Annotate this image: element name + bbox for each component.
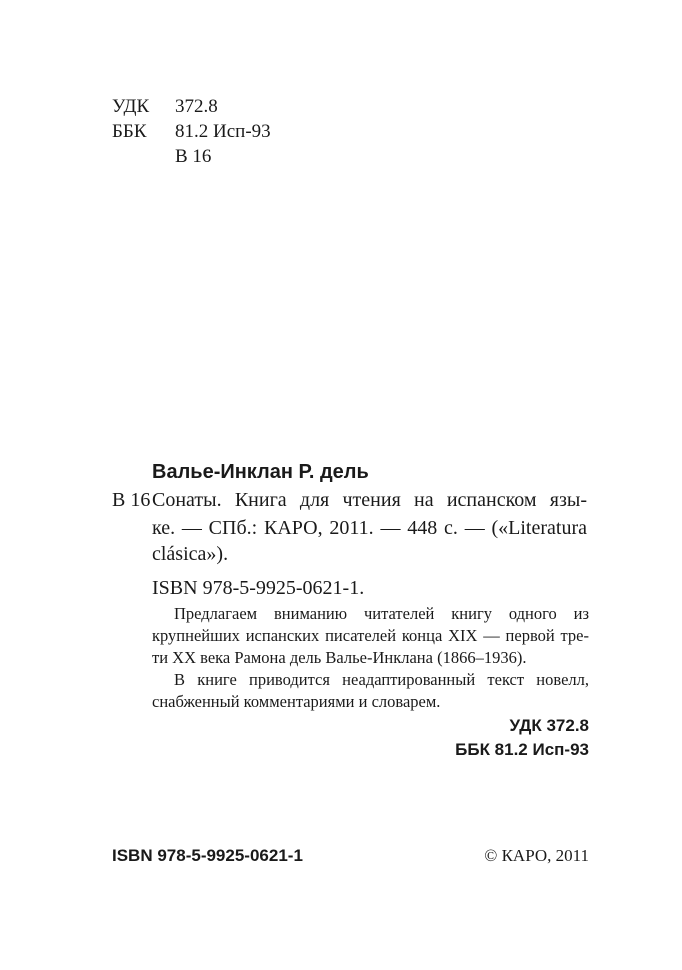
- author-mark: В 16: [112, 489, 151, 511]
- bbk-label: ББК: [112, 121, 147, 142]
- title-line-3: clásica»).: [152, 543, 229, 565]
- udk-value: 372.8: [175, 96, 218, 117]
- author-mark-top: В 16: [175, 146, 212, 167]
- isbn-record: ISBN 978-5-9925-0621-1.: [152, 577, 365, 599]
- author-heading: Валье-Инклан Р. дель: [152, 461, 369, 483]
- bbk-bottom: ББК 81.2 Исп-93: [455, 740, 589, 759]
- annotation-p1-line-3: ти XX века Рамона дель Валье-Инклана (1866–1936).: [152, 648, 527, 667]
- bbk-value: 81.2 Исп-93: [175, 121, 271, 142]
- title-line-2: ке. — СПб.: КАРО, 2011. — 448 с. — («Literatura: [152, 517, 587, 539]
- udk-bottom: УДК 372.8: [509, 716, 589, 735]
- title-line-1: Сонаты. Книга для чтения на испанском язы-: [152, 489, 587, 511]
- udk-label: УДК: [112, 96, 150, 117]
- annotation-p1-line-2: крупнейших испанских писателей конца XIX — первой тре-: [152, 626, 589, 645]
- annotation-p2-line-2: снабженный комментариями и словарем.: [152, 692, 441, 711]
- annotation-p2-line-1: В книге приводится неадаптированный текст новелл,: [174, 670, 589, 689]
- footer-isbn: ISBN 978-5-9925-0621-1: [112, 846, 303, 865]
- footer-copyright: © КАРО, 2011: [484, 846, 589, 865]
- annotation-p1-line-1: Предлагаем вниманию читателей книгу одного из: [174, 604, 589, 623]
